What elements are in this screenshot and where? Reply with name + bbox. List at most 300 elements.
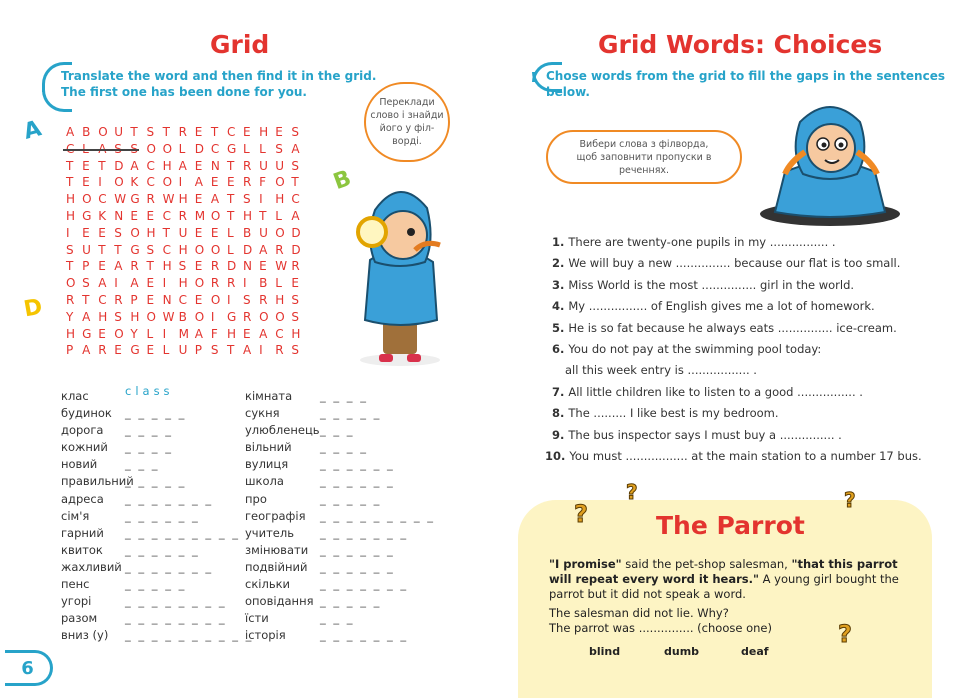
grid-row <box>66 326 307 343</box>
grid-letter: H <box>243 208 253 223</box>
grid-letter: G <box>226 309 237 324</box>
grid-letter: N <box>114 208 124 223</box>
grid-title: Grid <box>210 30 270 59</box>
sentence-row <box>545 446 922 467</box>
grid-letter: T <box>162 125 170 139</box>
grid-letter: E <box>146 292 155 307</box>
sentence-text: You must ................. at the main station to a number 17 bus. <box>569 448 922 463</box>
grid-letter: R <box>178 125 187 139</box>
grid-letter: G <box>226 141 237 156</box>
grid-letter: O <box>146 141 156 156</box>
grid-letter: S <box>178 259 187 274</box>
grid-letter: E <box>146 276 155 291</box>
sentence-row <box>552 360 922 381</box>
vocab-row <box>245 576 409 593</box>
grid-letter: S <box>114 309 122 324</box>
vocab-blank[interactable]: _ _ _ <box>320 611 355 626</box>
grid-letter: H <box>259 125 269 139</box>
vocab-blank[interactable]: _ _ _ _ _ <box>320 406 382 421</box>
vocab-answer[interactable]: class <box>125 384 174 398</box>
grid-letter: U <box>259 158 268 173</box>
grid-letter: R <box>259 292 268 307</box>
grid-letter: C <box>291 192 300 207</box>
vocab-row <box>245 542 395 559</box>
grid-letter: R <box>130 259 139 274</box>
vocab-word: їсти <box>245 611 269 626</box>
grid-letter: H <box>178 192 188 207</box>
vocab-row <box>61 508 200 525</box>
vocab-row <box>61 610 227 627</box>
grid-letter: O <box>146 309 156 324</box>
vocab-blank[interactable]: _ _ _ _ _ _ <box>125 542 200 557</box>
vocab-blank[interactable]: _ _ _ _ _ _ _ _ _ _ <box>125 628 254 643</box>
vocab-row <box>61 422 173 439</box>
grid-letter: W <box>162 192 175 207</box>
sentence-row <box>552 318 922 339</box>
grid-row <box>66 208 307 225</box>
choice-blind[interactable]: blind <box>589 645 621 658</box>
grid-row <box>66 258 307 275</box>
vocab-blank[interactable]: _ _ _ _ <box>320 389 368 403</box>
grid-letter: S <box>291 158 299 173</box>
grid-letter: E <box>194 158 203 173</box>
grid-letter: R <box>275 343 284 358</box>
vocab-word: пенс <box>61 577 90 592</box>
grid-letter: A <box>259 326 268 341</box>
grid-row <box>66 309 307 326</box>
grid-letter: B <box>243 225 252 240</box>
grid-letter: I <box>210 309 215 324</box>
vocab-blank[interactable]: _ _ _ _ _ _ <box>320 559 395 574</box>
grid-letter: C <box>146 158 155 173</box>
vocab-list-left <box>61 384 254 644</box>
grid-letter: R <box>243 175 252 190</box>
grid-letter: C <box>162 208 171 223</box>
grid-letter: T <box>66 175 74 190</box>
boy-magnifier-illustration <box>345 170 455 370</box>
sentence-number: 2. <box>552 256 565 271</box>
grid-letter: H <box>275 292 285 307</box>
question-mark-icon: ? <box>838 620 852 648</box>
grid-letter: G <box>130 242 140 257</box>
choice-dumb[interactable]: dumb <box>664 645 700 658</box>
vocab-word: учитель <box>245 525 294 540</box>
grid-letter: H <box>162 259 172 274</box>
vocab-blank[interactable]: _ _ _ <box>320 423 355 438</box>
grid-letter: U <box>275 158 285 173</box>
grid-letter: M <box>194 208 206 223</box>
grid-letter: F <box>210 326 218 341</box>
vocab-row <box>245 525 409 542</box>
grid-letter: S <box>243 192 251 207</box>
bubble-line: Вибери слова з філворда, <box>579 138 709 150</box>
grid-letter: S <box>291 292 299 307</box>
grid-letter: N <box>210 158 220 173</box>
vocab-word: гарний <box>61 525 104 540</box>
grid-letter: T <box>130 125 138 139</box>
grid-letter: I <box>98 175 102 190</box>
grid-letter: D <box>226 259 237 274</box>
grid-letter: E <box>291 276 299 291</box>
grid-letter: C <box>178 292 188 307</box>
vocab-word: клас <box>61 389 89 403</box>
sentence-text: We will buy a new ............... because our flat is too small. <box>568 256 901 271</box>
grid-letter: O <box>210 242 221 257</box>
vocab-blank[interactable]: _ _ _ _ _ <box>125 577 187 592</box>
vocab-row <box>245 473 395 490</box>
grid-letter: S <box>291 343 299 358</box>
grid-row <box>66 292 307 309</box>
vocab-word: про <box>245 491 267 506</box>
grid-letter: L <box>162 343 170 358</box>
grid-instruction-line1: Translate the word and then find it in the grid. <box>61 69 377 83</box>
grid-letter: C <box>275 326 284 341</box>
grid-letter: O <box>114 175 124 190</box>
grid-letter: E <box>243 326 251 341</box>
grid-letter: O <box>194 309 205 324</box>
grid-letter: U <box>178 225 188 240</box>
grid-letter: A <box>194 326 203 341</box>
bubble-line: Переклади <box>379 97 435 108</box>
grid-letter: C <box>146 175 155 190</box>
grid-letter: U <box>178 343 188 358</box>
vocab-blank[interactable]: _ _ _ _ _ _ _ _ <box>125 594 227 609</box>
vocab-blank[interactable]: _ _ _ _ _ _ _ <box>320 628 409 643</box>
vocab-blank[interactable]: _ _ _ _ <box>125 440 173 455</box>
grid-row <box>66 124 307 141</box>
grid-letter: C <box>98 292 107 307</box>
bubble-line: слово і знайди <box>370 110 444 121</box>
grid-letter: C <box>162 242 171 257</box>
sentence-text: My ................ of English gives me a lot of homework. <box>568 299 875 314</box>
grid-letter: E <box>146 208 155 223</box>
vocab-row <box>245 439 368 456</box>
vocab-word: історія <box>245 628 286 643</box>
vocab-blank[interactable]: _ _ _ _ _ _ _ _ _ <box>125 525 240 540</box>
grid-letter: T <box>66 158 74 173</box>
grid-letter: G <box>82 208 92 223</box>
grid-letter: N <box>162 292 172 307</box>
grid-letter: K <box>98 208 107 223</box>
grid-letter: M <box>178 326 190 341</box>
grid-letter: T <box>82 292 90 307</box>
grid-letter: P <box>66 343 74 358</box>
vocab-blank[interactable]: _ _ _ _ _ _ _ _ <box>125 611 227 626</box>
grid-letter: B <box>259 276 268 291</box>
question-mark-icon: ? <box>574 500 588 528</box>
vocab-blank[interactable]: _ _ _ _ _ <box>320 594 382 609</box>
word-search-grid <box>66 124 307 359</box>
vocab-word: квиток <box>61 542 103 557</box>
grid-letter: S <box>291 125 299 139</box>
grid-row <box>66 225 307 242</box>
grid-letter: I <box>259 192 263 207</box>
grid-letter: A <box>66 125 75 139</box>
choices-instruction: Chose words from the grid to fill the gaps in the sentences below. <box>546 69 945 99</box>
vocab-row <box>245 491 382 508</box>
grid-letter: E <box>194 192 203 207</box>
grid-letter: Y <box>130 326 138 341</box>
grid-letter: T <box>291 175 299 190</box>
vocab-blank[interactable]: _ _ _ _ _ _ <box>320 474 395 489</box>
parrot-question: The salesman did not lie. Why? <box>549 606 729 620</box>
vocab-row <box>61 593 227 610</box>
sentence-row <box>552 232 922 253</box>
grid-letter: O <box>194 242 205 257</box>
vocab-word: школа <box>245 474 284 489</box>
vocab-word: улюбленець <box>245 423 320 438</box>
grid-letter: E <box>194 292 203 307</box>
grid-letter: D <box>291 242 301 257</box>
grid-letter: D <box>114 158 124 173</box>
vocab-blank[interactable]: _ _ _ _ _ _ <box>320 457 395 472</box>
grid-letter: T <box>226 208 235 223</box>
vocab-word: сукня <box>245 406 280 421</box>
grid-letter: O <box>82 192 92 207</box>
grid-letter: H <box>66 192 76 207</box>
grid-letter: S <box>275 141 283 156</box>
vocab-blank[interactable]: _ _ _ _ _ _ _ <box>320 525 409 540</box>
grid-letter: A <box>98 276 107 291</box>
grid-letter: A <box>194 175 203 190</box>
grid-letter: T <box>259 208 267 223</box>
grid-letter: E <box>82 175 90 190</box>
bubble-line: щоб заповнити пропуски в <box>576 151 712 163</box>
grid-letter: N <box>243 259 253 274</box>
grid-letter: B <box>82 125 91 139</box>
vocab-row <box>61 542 200 559</box>
grid-letter: H <box>130 309 140 324</box>
vocab-row <box>61 576 187 593</box>
sentence-number: 8. <box>552 406 565 421</box>
sentence-text: all this week entry is ................. . <box>565 363 757 378</box>
grid-letter: U <box>114 125 124 139</box>
grid-letter: H <box>66 208 76 223</box>
grid-letter: O <box>114 326 124 341</box>
grid-letter: A <box>291 141 300 156</box>
grid-letter: R <box>291 259 300 274</box>
sentence-number: 10. <box>545 448 566 463</box>
grid-letter: C <box>210 141 220 156</box>
grid-letter: K <box>130 175 139 190</box>
grid-row <box>66 158 307 175</box>
choices-title: Grid Words: Choices <box>598 30 883 59</box>
sentence-row <box>552 296 922 317</box>
grid-letter: T <box>226 158 235 173</box>
bubble-line: реченнях. <box>618 164 670 176</box>
question-mark-icon: ? <box>626 480 638 504</box>
grid-letter: H <box>98 309 108 324</box>
grid-instruction-line2: The first one has been done for you. <box>61 85 307 99</box>
grid-letter: E <box>275 125 283 139</box>
grid-letter: S <box>146 242 155 257</box>
vocab-blank[interactable]: _ _ _ _ _ <box>125 406 187 421</box>
grid-letter: A <box>130 276 139 291</box>
sentence-row <box>552 339 922 360</box>
vocab-row <box>61 491 214 508</box>
vocab-blank[interactable]: _ _ _ _ _ <box>125 474 187 489</box>
grid-letter: L <box>275 208 282 223</box>
girl-in-hole-illustration <box>745 92 915 227</box>
found-word-strike <box>63 149 139 151</box>
vocab-blank[interactable]: _ _ _ _ _ <box>320 491 382 506</box>
grid-letter: E <box>98 225 106 240</box>
quote-repeat: "that this parrot will repeat every word it hears." <box>549 557 898 586</box>
grid-row <box>66 174 307 191</box>
vocab-blank[interactable]: _ _ _ _ _ _ _ <box>125 491 214 506</box>
grid-letter: A <box>210 192 220 207</box>
grid-letter: T <box>98 242 106 257</box>
vocab-word: географія <box>245 508 306 523</box>
vocab-row <box>61 525 240 542</box>
vocab-row <box>245 405 382 422</box>
vocab-word: змінювати <box>245 542 309 557</box>
sentence-number: 9. <box>552 427 565 442</box>
vocab-blank[interactable]: _ _ _ _ _ _ <box>125 508 200 523</box>
vocab-word: вільний <box>245 440 292 455</box>
sentence-row <box>552 275 922 296</box>
grid-letter: T <box>162 225 170 240</box>
grid-letter: L <box>226 225 234 240</box>
story-said: said the pet-shop salesman, <box>621 557 792 571</box>
grid-letter: P <box>130 292 138 307</box>
vocab-blank[interactable]: _ _ _ _ _ _ _ <box>320 577 409 592</box>
vocab-word: вниз (у) <box>61 628 109 643</box>
vocab-row <box>61 456 160 473</box>
vocab-blank[interactable]: _ _ _ _ <box>125 423 173 438</box>
vocab-word: новий <box>61 457 98 472</box>
grid-letter: R <box>178 208 187 223</box>
grid-letter: E <box>194 225 203 240</box>
vocab-blank[interactable]: _ _ _ _ _ _ _ <box>125 559 214 574</box>
grid-letter: D <box>291 225 301 240</box>
grid-letter: H <box>275 192 285 207</box>
grid-letter: R <box>243 158 252 173</box>
grid-letter: L <box>146 326 154 341</box>
sentence-number: 4. <box>552 299 565 314</box>
grid-letter: A <box>82 309 91 324</box>
grid-letter: T <box>98 158 106 173</box>
story-rest: A young girl bought the parrot but it did not speak a word. <box>549 572 899 601</box>
bubble-line: його у філ- <box>379 123 435 134</box>
vocab-word: подвійний <box>245 559 308 574</box>
sentence-text: There are twenty-one pupils in my ................ . <box>568 235 836 249</box>
vocab-row <box>245 388 368 405</box>
choice-deaf[interactable]: deaf <box>741 645 769 658</box>
vocab-blank[interactable]: _ _ _ <box>125 457 160 472</box>
vocab-blank[interactable]: _ _ _ _ <box>320 440 368 455</box>
parrot-title: The Parrot <box>656 511 805 540</box>
grid-letter: T <box>66 259 74 274</box>
grid-letter: P <box>194 343 202 358</box>
grid-letter: O <box>98 125 108 139</box>
grid-letter: W <box>162 309 175 324</box>
grid-letter: L <box>178 141 186 156</box>
grid-letter: A <box>114 259 123 274</box>
grid-letter: I <box>162 276 167 291</box>
vocab-blank[interactable]: _ _ _ _ _ _ <box>320 542 395 557</box>
page-number: 6 <box>5 650 53 686</box>
letter-a-icon: A <box>21 116 44 145</box>
grid-letter: L <box>259 141 266 156</box>
grid-letter: A <box>178 158 187 173</box>
speech-bubble-choose <box>546 130 742 184</box>
grid-letter: T <box>226 343 235 358</box>
vocab-row <box>61 405 187 422</box>
letter-d-icon: D <box>21 294 45 323</box>
vocab-row <box>245 627 409 644</box>
sentence-row <box>552 425 922 446</box>
grid-letter: G <box>130 192 140 207</box>
vocab-word: адреса <box>61 491 104 506</box>
grid-letter: T <box>146 259 154 274</box>
vocab-word: будинок <box>61 406 112 421</box>
vocab-row <box>245 593 382 610</box>
sentence-row <box>552 382 922 403</box>
grid-letter: C <box>98 192 107 207</box>
grid-letter: U <box>82 242 91 257</box>
grid-letter: H <box>178 242 188 257</box>
grid-letter: H <box>66 326 76 341</box>
grid-letter: S <box>146 125 155 139</box>
grid-letter: B <box>178 309 187 324</box>
grid-letter: T <box>210 125 219 139</box>
parrot-prompt: The parrot was ............... (choose one) <box>549 621 772 635</box>
vocab-row <box>61 384 174 405</box>
vocab-blank[interactable]: _ _ _ _ _ _ _ _ _ <box>320 508 435 523</box>
vocab-word: кожний <box>61 440 108 455</box>
vocab-row <box>245 456 395 473</box>
vocab-row <box>245 610 355 627</box>
grid-letter: P <box>82 259 90 274</box>
sentence-row <box>552 253 922 274</box>
grid-letter: C <box>226 125 236 139</box>
grid-letter: E <box>130 208 138 223</box>
vocab-word: разом <box>61 611 98 626</box>
grid-letter: D <box>194 141 204 156</box>
grid-row <box>66 191 307 208</box>
grid-letter: O <box>259 309 269 324</box>
grid-letter: R <box>98 343 107 358</box>
grid-letter: F <box>259 175 267 190</box>
grid-letter: O <box>275 309 285 324</box>
sentence-number: 1. <box>552 235 565 249</box>
sentence-text: He is so fat because he always eats ............... ice-cream. <box>568 320 897 335</box>
question-mark-icon: ? <box>844 488 856 512</box>
grid-letter: H <box>178 276 188 291</box>
grid-letter: I <box>259 343 263 358</box>
vocab-row <box>61 627 254 644</box>
grid-letter: S <box>210 343 219 358</box>
grid-letter: E <box>210 175 219 190</box>
grid-letter: A <box>243 343 252 358</box>
sentence-text: You do not pay at the swimming pool today: <box>568 341 822 356</box>
sentence-text: The ......... I like best is my bedroom. <box>568 406 779 421</box>
vocab-word: вулиця <box>245 457 289 472</box>
grid-letter: S <box>114 225 122 240</box>
grid-letter: S <box>82 276 90 291</box>
grid-letter: I <box>66 225 70 240</box>
grid-letter: W <box>114 192 127 207</box>
grid-row <box>66 242 307 259</box>
vocab-row <box>245 422 355 439</box>
sentence-text: Miss World is the most ............... girl in the world. <box>568 277 855 292</box>
grid-letter: G <box>130 343 140 358</box>
vocab-word: жахливий <box>61 559 122 574</box>
grid-letter: I <box>178 175 183 190</box>
grid-letter: O <box>130 225 140 240</box>
vocab-row <box>61 439 173 456</box>
